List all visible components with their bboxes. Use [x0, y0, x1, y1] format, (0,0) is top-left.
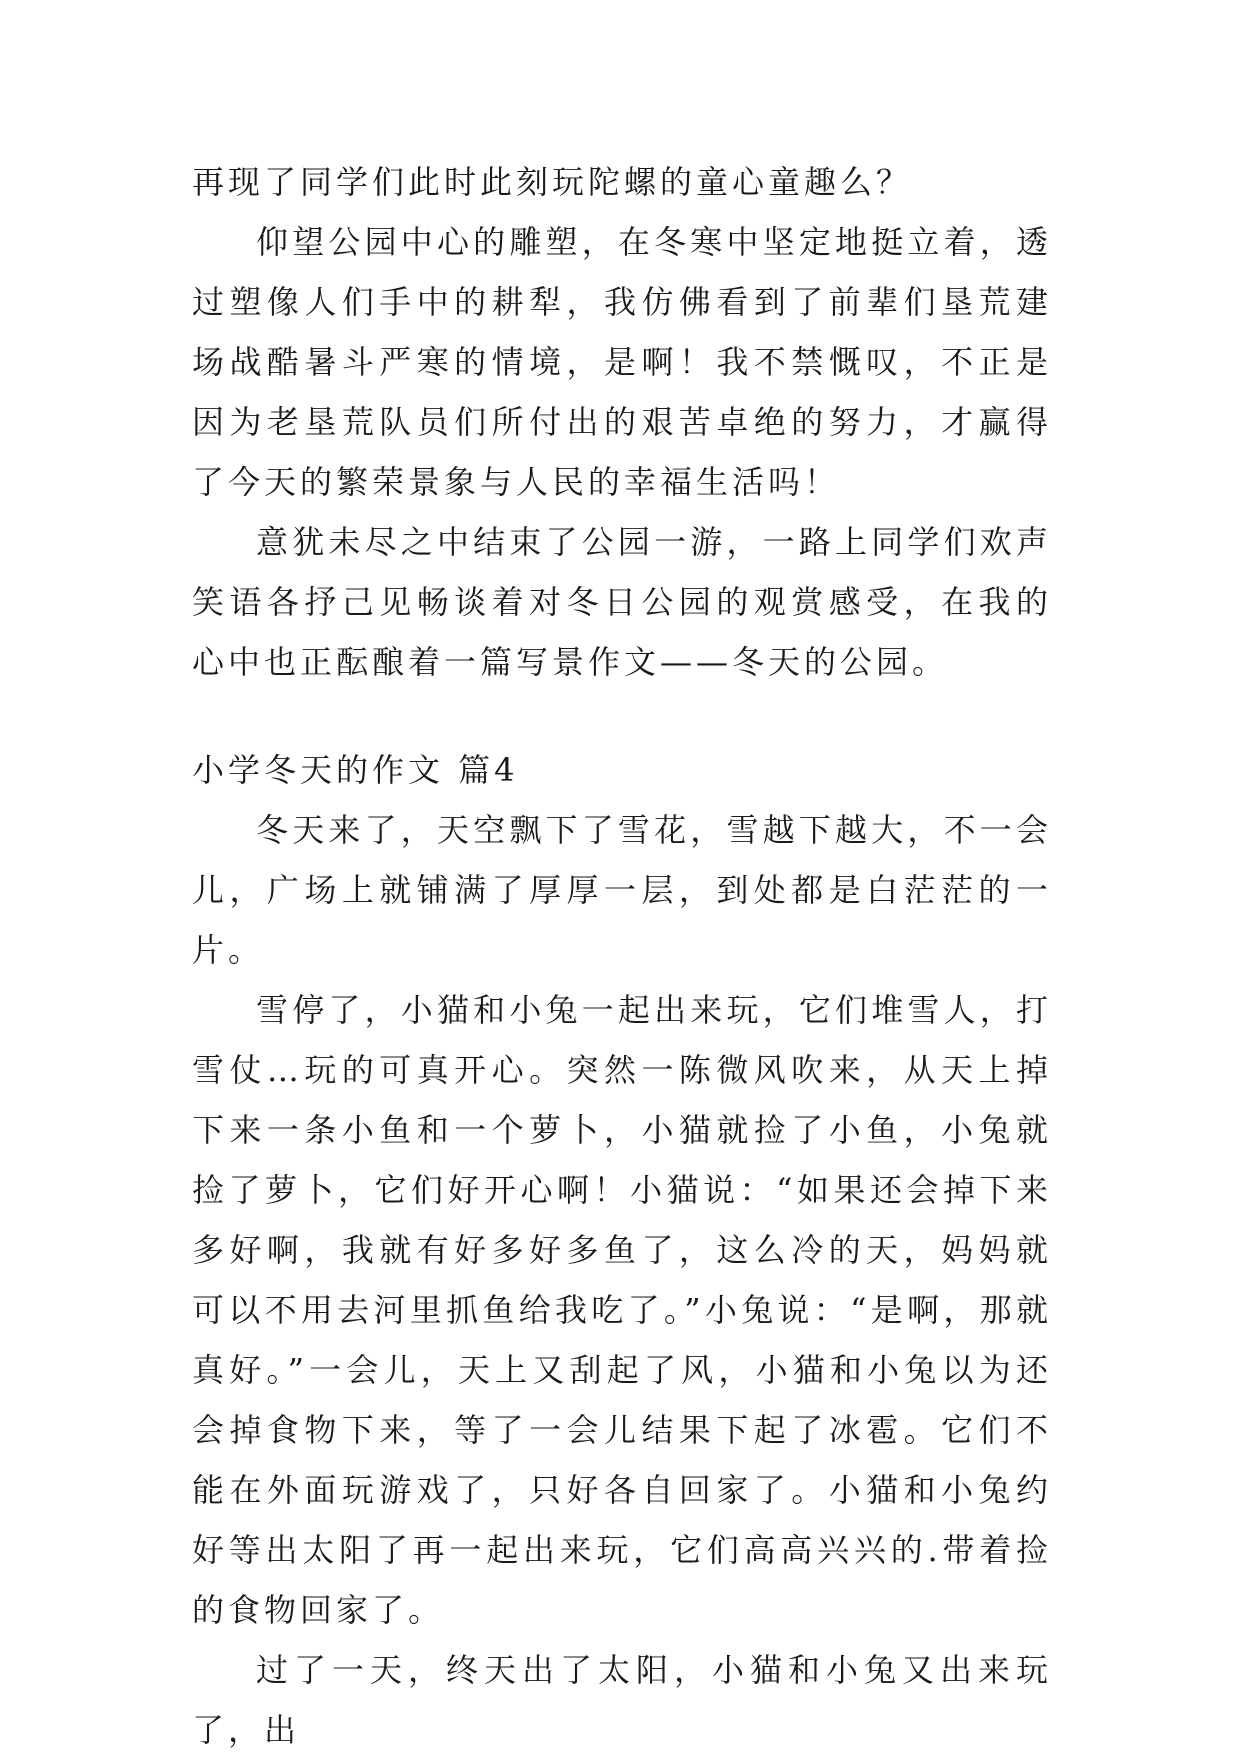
paragraph-sculpture: 仰望公园中心的雕塑，在冬寒中坚定地挺立着，透过塑像人们手中的耕犁，我仿佛看到了前辈们垦荒建场战酷暑斗严寒的情境，是啊！我不禁慨叹，不正是因为老垦荒队员们所付出的艰苦卓绝的努力，才赢得了今天的繁荣景象与人民的幸福生活吗！	[192, 223, 1052, 501]
paragraph-cat-rabbit: 雪停了，小猫和小兔一起出来玩，它们堆雪人，打雪仗…玩的可真开心。突然一陈微风吹来，从天上掉下来一条小鱼和一个萝卜，小猫就捡了小鱼，小兔就捡了萝卜，它们好开心啊！小猫说：“如果还会掉下来多好啊，我就有好多好多鱼了，这么冷的天，妈妈就可以不用去河里抓鱼给我吃了。”小兔说：“是啊，那就真好。”一会儿，天上又刮起了风，小猫和小兔以为还会掉食物下来，等了一会儿结果下起了冰雹。它们不能在外面玩游戏了，只好各自回家了。小猫和小兔约好等出太阳了再一起出来玩，它们高高兴兴的.带着捡的食物回家了。	[192, 991, 1052, 1629]
section-heading: 小学冬天的作文 篇4	[192, 751, 519, 789]
document-body	[192, 152, 1052, 1760]
paragraph-continuation: 再现了同学们此时此刻玩陀螺的童心童趣么？	[192, 163, 913, 201]
paragraph-next-day: 过了一天，终天出了太阳，小猫和小兔又出来玩了，出	[192, 1651, 1052, 1749]
paragraph-winter-snow: 冬天来了，天空飘下了雪花，雪越下越大，不一会儿，广场上就铺满了厚厚一层，到处都是白茫茫的一片。	[192, 811, 1052, 969]
paragraph-park-end: 意犹未尽之中结束了公园一游，一路上同学们欢声笑语各抒己见畅谈着对冬日公园的观赏感受，在我的心中也正酝酿着一篇写景作文——冬天的公园。	[192, 523, 1052, 681]
